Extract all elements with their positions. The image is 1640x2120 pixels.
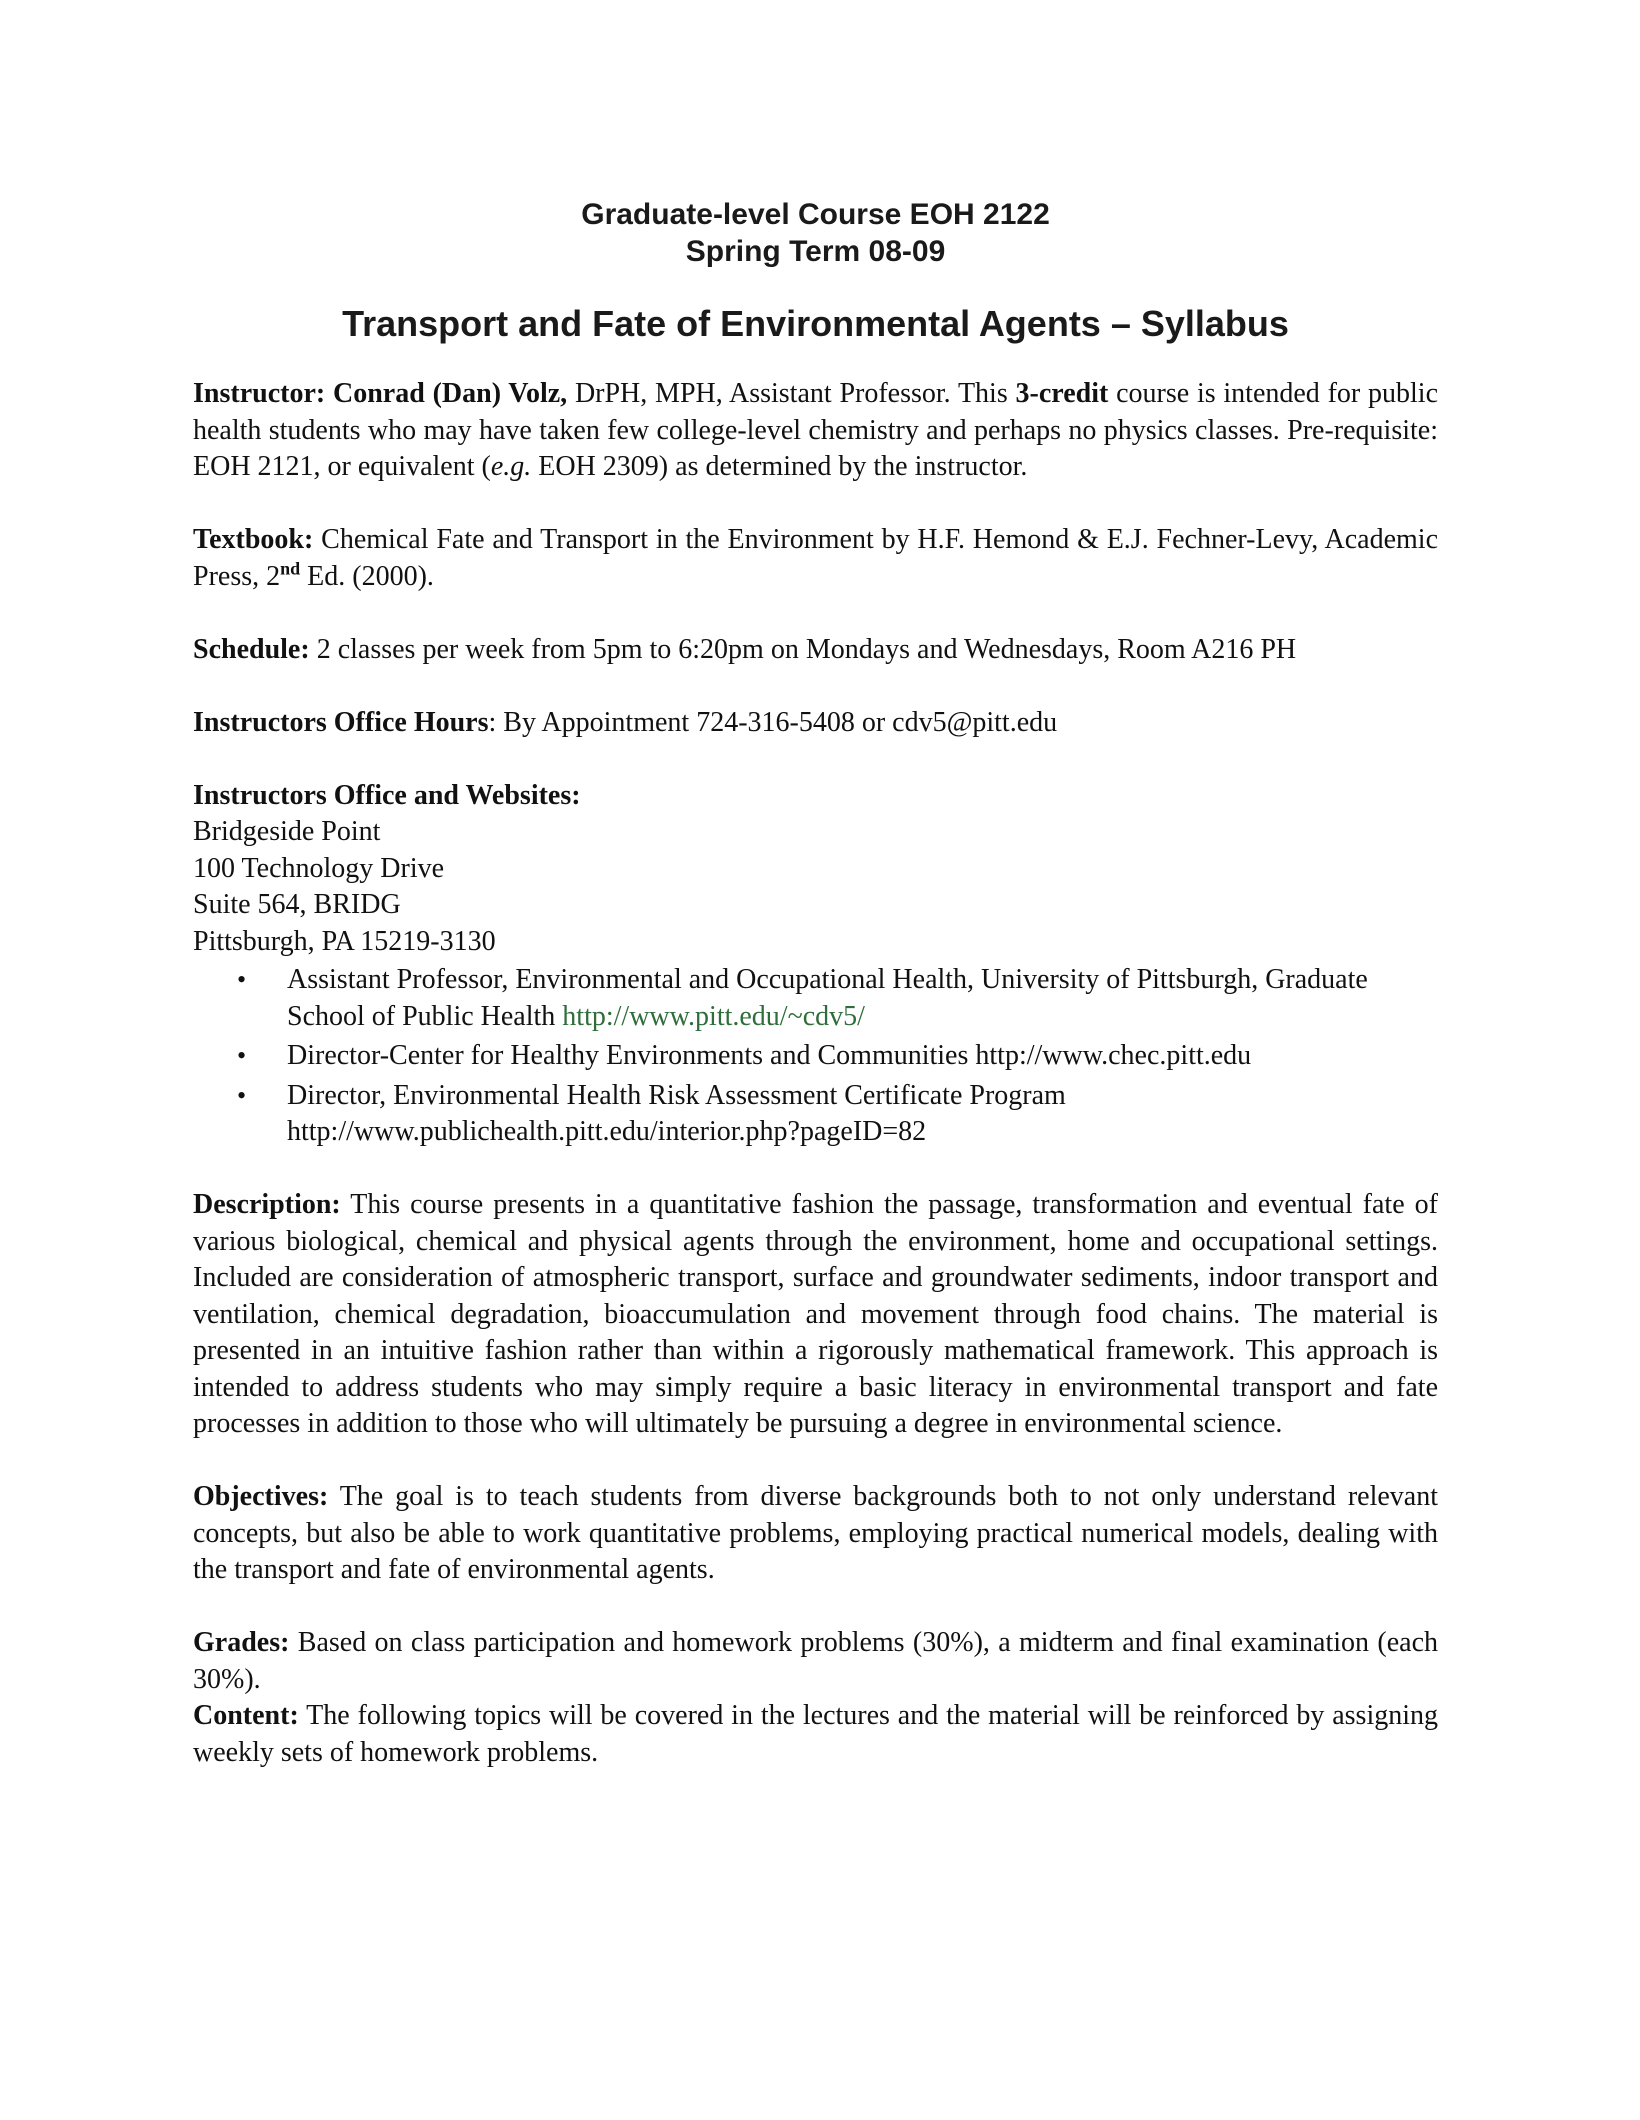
office-hours-label: Instructors Office Hours [193, 706, 489, 738]
address-line: 100 Technology Drive [193, 852, 445, 884]
office-label: Instructors Office and Websites: [193, 779, 581, 811]
role-text: Assistant Professor, Environmental and Occupational Health, University of Pittsburgh, Graduate School of Public Health [287, 964, 1368, 1032]
course-line: Graduate-level Course EOH 2122 [581, 198, 1050, 231]
textbook-paragraph [193, 522, 1438, 595]
schedule-text: 2 classes per week from 5pm to 6:20pm on Mondays and Wednesdays, Room A216 PH [309, 633, 1297, 665]
eg-abbreviation: e.g. [490, 451, 532, 482]
role-text: Director-Center for Healthy Environments and Communities [287, 1040, 976, 1071]
syllabus-page [193, 196, 1438, 1771]
objectives-label: Objectives: [193, 1481, 329, 1512]
bullet-icon: • [237, 965, 247, 994]
website-link[interactable]: http://www.publichealth.pitt.edu/interior.php?pageID=82 [287, 1116, 927, 1147]
content-text: The following topics will be covered in the lectures and the material will be reinforced by assigning weekly sets of homework problems. [193, 1700, 1438, 1768]
instructor-course-intent: course is intended for public health students who may have taken few college-level chemistry and perhaps no physics classes. Pre-requisite: EOH 2121, or equivalent ( [193, 378, 1439, 482]
role-item [193, 1078, 1438, 1151]
edition-superscript: nd [280, 558, 301, 579]
textbook-label: Textbook: [193, 524, 314, 555]
role-item [193, 962, 1438, 1035]
description-text: This course presents in a quantitative fashion the passage, transformation and eventual fate of various biological, chemical and physical agents through the environment, home and occupational settings. Included are consideration of atmospheric transport, surface and groundwater sediments, indoor transport and ventilation, chemical degradation, bioaccumulation and movement through food chains. The material is presented in an intuitive fashion rather than within a rigorously mathematical framework. This approach is intended to address students who may simply require a basic literacy in environmental transport and fate processes in addition to those who will ultimately be pursuing a degree in environmental science. [193, 1189, 1438, 1439]
bullet-icon: • [237, 1080, 247, 1110]
credit-count: 3-credit [1015, 378, 1109, 409]
objectives-text: The goal is to teach students from diverse backgrounds both to not only understand relevant concepts, but also be able to work quantitative problems, employing practical numerical models, dealing with the transport and fate of environmental agents. [193, 1481, 1438, 1585]
office-section [193, 778, 1438, 1151]
website-link[interactable]: http://www.chec.pitt.edu [975, 1040, 1252, 1071]
grades-label: Grades: [193, 1627, 290, 1658]
role-item [193, 1038, 1438, 1075]
grades-paragraph [193, 1625, 1438, 1698]
content-paragraph [193, 1698, 1438, 1771]
instructor-label: Instructor: [193, 378, 326, 409]
textbook-edition: Ed. (2000). [300, 560, 434, 592]
instructor-prerequisite-end: EOH 2309) as determined by the instructor. [531, 451, 1028, 482]
schedule-paragraph [193, 632, 1438, 669]
objectives-paragraph [193, 1479, 1438, 1589]
address-line: Suite 564, BRIDG [193, 889, 401, 920]
address-line: Bridgeside Point [193, 816, 381, 847]
role-text: Director, Environmental Health Risk Assessment Certificate Program [287, 1079, 1066, 1111]
instructor-paragraph [193, 376, 1438, 486]
textbook-text: Chemical Fate and Transport in the Environment by H.F. Hemond & E.J. Fechner-Levy, Academic Press, 2 [193, 524, 1438, 592]
page-title: Transport and Fate of Environmental Agents – Syllabus [342, 303, 1289, 344]
address-line: Pittsburgh, PA 15219-3130 [193, 925, 496, 957]
website-link[interactable]: http://www.pitt.edu/~cdv5/ [562, 1000, 865, 1032]
bullet-icon: • [237, 1041, 247, 1070]
roles-list [193, 962, 1438, 1151]
content-label: Content: [193, 1700, 299, 1731]
office-hours-paragraph [193, 705, 1438, 742]
description-label: Description: [193, 1189, 341, 1220]
term-line: Spring Term 08-09 [685, 235, 946, 268]
instructor-credentials: DrPH, MPH, Assistant Professor. This [567, 378, 1016, 409]
instructor-name: Conrad (Dan) Volz, [333, 378, 568, 409]
grades-text: Based on class participation and homework problems (30%), a midterm and final examination (each 30%). [193, 1627, 1438, 1695]
schedule-label: Schedule: [193, 633, 310, 665]
description-paragraph [193, 1187, 1438, 1443]
office-hours-text: : By Appointment 724-316-5408 or cdv5@pitt.edu [488, 706, 1058, 738]
